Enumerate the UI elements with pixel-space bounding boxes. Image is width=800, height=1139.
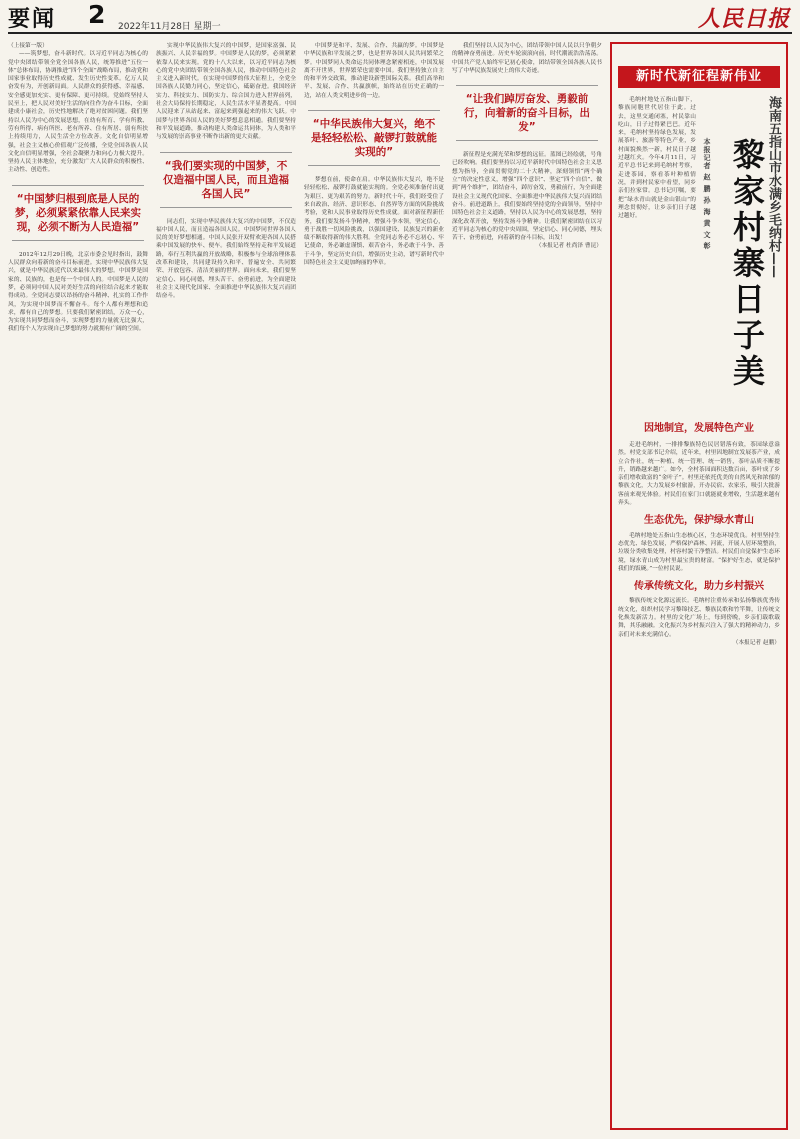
feature-subhead-2: 生态优先，保护绿水青山 bbox=[644, 515, 754, 527]
feature-section-2-text: 毛纳村地处五指山生态核心区，生态环境优良。村里坚持生态优先、绿色发展，严格保护森林、河流，开展人居环境整治，垃圾分类收集处理，村容村貌干净整洁。村民们自觉保护生态环境，绿水青山成为村里最宝贵的财富。“保护好生态，就是保护我们的饭碗。”一位村民说。 bbox=[618, 532, 780, 572]
column-2-text: 实现中华民族伟大复兴的中国梦，是国家富强、民族振兴、人民幸福的梦。中国梦是人民的梦，必须紧紧依靠人民来实现。党的十八大以来，以习近平同志为核心的党中央团结带领全国各族人民，推动中国特色社会主义进入新时代。在实现中国梦的伟大征程上，全党全国各族人民勠力同心，坚定信心，砥砺奋进。我国经济实力、科技实力、国防实力、综合国力进入世界前列，社会大局保持长期稳定，人民生活水平显著提高。中国人民迎来了从站起来、富起来到强起来的伟大飞跃。中国梦与世界各国人民的美好梦想息息相通。我们要坚持和平发展道路，推动构建人类命运共同体，为人类和平与发展的崇高事业不断作出新的更大贡献。 bbox=[156, 43, 296, 141]
column-4-pull-quote: “让我们踔厉奋发、勇毅前行，向着新的奋斗目标，出发” bbox=[456, 85, 598, 141]
feature-section-3-text: 黎族传统文化源远流长。毛纳村注重传承和弘扬黎族优秀传统文化，组织村民学习黎锦技艺、黎族民歌和竹竿舞，让传统文化焕发新活力。村里的文化广场上，每到傍晚，乡亲们载歌载舞，其乐融融。文化振兴为乡村振兴注入了强大的精神动力，乡亲们对未来充满信心。 bbox=[618, 598, 780, 638]
feature-body bbox=[618, 418, 780, 1118]
column-3-text-2: 梦想在前，使命在肩。中华民族伟大复兴，绝不是轻轻松松、敲锣打鼓就能实现的。全党必须准备付出更为艰巨、更为艰苦的努力。新时代十年，我们经受住了来自政治、经济、意识形态、自然界等方面的风险挑战考验，党和人民事业取得历史性成就。面对新征程新任务，我们要发扬斗争精神，增强斗争本领，坚定信心，勇于战胜一切风险挑战，以强国建设、民族复兴的新业绩不断取得新的伟大胜利。全党同志务必不忘初心、牢记使命，务必谦虚谨慎、艰苦奋斗，务必敢于斗争、善于斗争，坚定历史自信，增强历史主动，谱写新时代中国特色社会主义更加绚丽的华章。 bbox=[304, 177, 444, 267]
masthead-logo: 人民日报 bbox=[697, 6, 790, 32]
column-1-pull-quote: “中国梦归根到底是人民的梦，必须紧紧依靠人民来实现，必须不断为人民造福” bbox=[12, 185, 144, 241]
column-1-text: ——筑梦想，奋斗新时代。以习近平同志为核心的党中央团结带领全党全国各族人民，统筹推进“五位一体”总体布局，协调推进“四个全面”战略布局，推动党和国家事业取得历史性成就、发生历史性变革。亿万人民奋发有为，开创新局面。人民群众的获得感、幸福感、安全感更加充实、更有保障、更可持续。党始终坚持人民至上，把人民对美好生活的向往作为奋斗目标，全面建成小康社会，历史性地解决了绝对贫困问题。我们坚持以人民为中心的发展思想，在幼有所育、学有所教、劳有所得、病有所医、老有所养、住有所居、弱有所扶上持续用力，人民生活全方位改善。文化自信明显增强，社会主义核心价值观广泛传播，全党全国各族人民文化自信明显增强，全社会凝聚力和向心力极大提升。坚持人民主体地位，充分激发广大人民群众的积极性、主动性、创造性。 bbox=[8, 51, 148, 174]
column-2-text-2: 同志们，实现中华民族伟大复兴的中国梦，不仅造福中国人民，而且造福各国人民。中国梦同世界各国人民的美好梦想相通。中国人民张开双臂欢迎各国人民搭乘中国发展的快车、便车。我们始终坚持走和平发展道路，奉行互利共赢的开放战略，积极参与全球治理体系改革和建设，共同建设持久和平、普遍安全、共同繁荣、开放包容、清洁美丽的世界。面向未来，我们要坚定信心、同心同德，埋头苦干、奋勇前进，为全面建设社会主义现代化国家、全面推进中华民族伟大复兴而团结奋斗。 bbox=[156, 218, 296, 300]
article-column-4 bbox=[452, 42, 602, 1130]
header-rule bbox=[8, 32, 792, 34]
feature-kicker: 海南五指山市水满乡毛纳村—— bbox=[766, 96, 781, 278]
article-column-3 bbox=[304, 42, 444, 1130]
feature-credit: （本报记者 赵鹏） bbox=[732, 639, 780, 646]
page-header bbox=[0, 0, 800, 34]
feature-section-1-text: 走进毛纳村，一排排黎族特色民居错落有致，茶园绿意盎然。村党支部书记介绍，近年来，村里因地制宜发展茶产业，成立合作社，统一种植、统一管理、统一销售，茶叶品质不断提升，销路越来越广。如今，全村茶园面积达数百亩，茶叶成了乡亲们增收致富的“金叶子”。村里还依托优美的自然风光和浓郁的黎族文化，大力发展乡村旅游，开办民宿、农家乐，吸引大批游客前来观光体验。村民们在家门口就能就业增收，生活越来越有奔头。 bbox=[618, 442, 780, 507]
feature-subhead-3: 传承传统文化，助力乡村振兴 bbox=[634, 581, 764, 593]
column-3-pull-quote: “中华民族伟大复兴，绝不是轻轻松松、敲锣打鼓就能实现的” bbox=[308, 110, 440, 166]
continued-note: （上接第一版） bbox=[8, 43, 48, 49]
page-number: 2 bbox=[88, 0, 106, 29]
column-2-pull-quote: “我们要实现的中国梦，不仅造福中国人民，而且造福各国人民” bbox=[160, 152, 292, 208]
article-column-2 bbox=[156, 42, 296, 1130]
feature-byline: 本报记者 赵 鹏 孙 海 黄 文 彰 bbox=[703, 138, 711, 251]
section-title: 要闻 bbox=[8, 7, 57, 32]
article-column-1 bbox=[8, 42, 148, 1130]
feature-intro bbox=[618, 96, 696, 408]
feature-title: 黎家村寨日子美 bbox=[728, 138, 766, 390]
column-4-text-2: 新征程是充满光荣和梦想的远征。蓝图已经绘就，号角已经吹响。我们要坚持以习近平新时代中国特色社会主义思想为指导，全面贯彻党的二十大精神，深刻领悟“两个确立”的决定性意义，增强“四个意识”、坚定“四个自信”、做到“两个维护”，团结奋斗，踔厉奋发，勇毅前行，为全面建设社会主义现代化国家、全面推进中华民族伟大复兴而团结奋斗。前进道路上，我们要始终坚持党的全面领导，坚持中国特色社会主义道路，坚持以人民为中心的发展思想，坚持深化改革开放，坚持发扬斗争精神。让我们紧密团结在以习近平同志为核心的党中央周围，坚定信心、同心同德，埋头苦干、奋勇前进，向着新的奋斗目标，出发！ bbox=[452, 152, 602, 242]
feature-banner: 新时代新征程新伟业 bbox=[618, 66, 780, 88]
column-4-text: 我们坚持以人民为中心，团结带领中国人民以只争朝夕的精神奋勇前进。历史车轮滚滚向前，时代潮流浩浩荡荡。中国共产党人始终牢记初心使命，团结带领全国各族人民书写了中华民族发展史上的伟大奇迹。 bbox=[452, 43, 602, 74]
column-1-text-2: 2012年12月29日晚，北京市委会见时指出，鼓舞人民群众向着新的奋斗目标前进。实现中华民族伟大复兴，就是中华民族近代以来最伟大的梦想。中国梦是国家的、民族的，也是每一个中国人的。中国梦是人民的梦，必须同中国人民对美好生活的向往结合起来才能取得成功。全党同志要以昂扬的奋斗精神、扎实的工作作风，为实现中国梦而不懈奋斗。每个人都有理想和追求，都有自己的梦想。只要我们紧密团结，万众一心，为实现共同梦想而奋斗，实现梦想的力量就无比强大，我们每个人为实现自己梦想的努力就拥有广阔的空间。 bbox=[8, 251, 148, 333]
column-4-credit: （本报记者 杜尚泽 曹昆） bbox=[535, 243, 602, 250]
column-3-text: 中国梦是和平、发展、合作、共赢的梦。中国梦是中华民族和平发展之梦，也是世界各国人民共同繁荣之梦。中国梦同人类命运共同体理念紧密相连，中国发展离不开世界，世界繁荣也需要中国。我们坚持独立自主的和平外交政策，推动建设新型国际关系。我们高举和平、发展、合作、共赢旗帜，始终站在历史正确的一边，站在人类文明进步的一边。 bbox=[304, 43, 444, 99]
issue-date: 2022年11月28日 星期一 bbox=[118, 22, 221, 32]
feature-subhead-1: 因地制宜，发展特色产业 bbox=[644, 423, 754, 434]
feature-intro-text: 毛纳村地处五指山脚下，黎族同胞世代居住于此。过去，这里交通闭塞，村民靠山吃山，日子过得紧巴巴。近年来，毛纳村坚持绿色发展，发展茶叶、旅游等特色产业，乡村面貌焕然一新，村民日子越过越红火。今年4月11日，习近平总书记来到毛纳村考察，走进茶园，察看茶叶种植情况，并到村民家中看望，同乡亲们拉家常。总书记叮嘱，要把“绿水青山就是金山银山”的理念贯彻好，让乡亲们日子越过越好。 bbox=[618, 97, 696, 220]
